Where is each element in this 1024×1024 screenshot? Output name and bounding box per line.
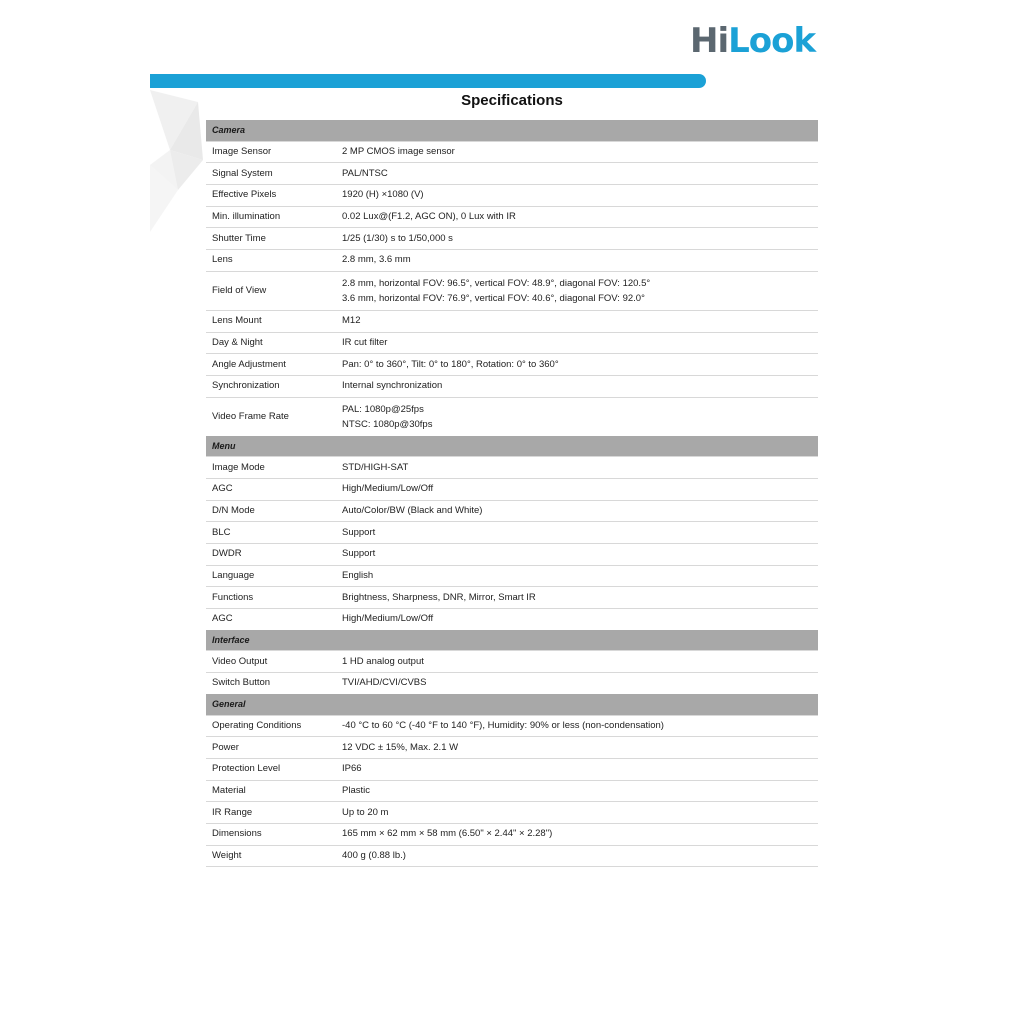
spec-value-line: 2 MP CMOS image sensor [342, 146, 455, 158]
spec-label: IR Range [206, 802, 336, 824]
spec-label: AGC [206, 478, 336, 500]
spec-value [336, 478, 818, 500]
spec-value [336, 163, 818, 185]
specifications-table [206, 120, 818, 867]
spec-value [336, 354, 818, 376]
table-row [206, 544, 818, 566]
spec-value [336, 845, 818, 867]
spec-value [336, 228, 818, 250]
section-title: Interface [206, 630, 336, 651]
spec-value [336, 780, 818, 802]
spec-value [336, 332, 818, 354]
table-row [206, 457, 818, 479]
spec-value [336, 544, 818, 566]
table-row [206, 758, 818, 780]
spec-value [336, 651, 818, 673]
spec-value-line: 1920 (H) ×1080 (V) [342, 189, 424, 201]
spec-value [336, 457, 818, 479]
spec-value [336, 271, 818, 310]
spec-value-line: -40 °C to 60 °C (-40 °F to 140 °F), Humidity: 90% or less (non-condensation) [342, 719, 664, 731]
spec-value [336, 802, 818, 824]
spec-label: Field of View [206, 271, 336, 310]
spec-label: Language [206, 565, 336, 587]
spec-value-line: NTSC: 1080p@30fps [342, 418, 433, 430]
table-row [206, 141, 818, 163]
table-row [206, 397, 818, 436]
spec-label: Power [206, 737, 336, 759]
table-row [206, 651, 818, 673]
table-row [206, 715, 818, 737]
table-row [206, 845, 818, 867]
spec-value-line: Up to 20 m [342, 806, 389, 818]
spec-value [336, 397, 818, 436]
page-title: Specifications [461, 92, 563, 109]
section-header-general [206, 694, 818, 715]
spec-value-line: 400 g (0.88 lb.) [342, 849, 406, 861]
table-row [206, 780, 818, 802]
section-header-spacer [336, 630, 818, 651]
spec-label: Lens Mount [206, 310, 336, 332]
spec-value-line: 2.8 mm, horizontal FOV: 96.5°, vertical FOV: 48.9°, diagonal FOV: 120.5° [342, 277, 651, 289]
logo-look-text: Look [728, 21, 816, 61]
spec-label: Operating Conditions [206, 715, 336, 737]
spec-value [336, 673, 818, 694]
spec-label: Switch Button [206, 673, 336, 694]
spec-value-line: Brightness, Sharpness, DNR, Mirror, Smart IR [342, 591, 536, 603]
spec-label: AGC [206, 609, 336, 630]
table-row [206, 737, 818, 759]
spec-value-line: 165 mm × 62 mm × 58 mm (6.50" × 2.44" × 2.28") [342, 828, 553, 840]
header-accent-bar [150, 74, 706, 88]
table-row [206, 375, 818, 397]
table-row [206, 310, 818, 332]
section-title: Menu [206, 436, 336, 457]
decorative-watermark-icon [148, 90, 208, 235]
logo-hi-text: Hi [690, 21, 729, 61]
spec-label: Image Sensor [206, 141, 336, 163]
spec-label: Min. illumination [206, 206, 336, 228]
table-row [206, 271, 818, 310]
spec-value-line: Pan: 0° to 360°, Tilt: 0° to 180°, Rotation: 0° to 360° [342, 358, 559, 370]
spec-value [336, 310, 818, 332]
table-row [206, 587, 818, 609]
table-row [206, 163, 818, 185]
spec-label: Angle Adjustment [206, 354, 336, 376]
section-header-camera [206, 120, 818, 141]
spec-label: D/N Mode [206, 500, 336, 522]
spec-label: Synchronization [206, 375, 336, 397]
spec-value-line: PAL/NTSC [342, 167, 388, 179]
table-row [206, 250, 818, 272]
table-row [206, 673, 818, 694]
spec-value-line: High/Medium/Low/Off [342, 613, 434, 625]
spec-label: Protection Level [206, 758, 336, 780]
table-row [206, 823, 818, 845]
spec-label: Signal System [206, 163, 336, 185]
spec-value-line: 1/25 (1/30) s to 1/50,000 s [342, 232, 453, 244]
spec-value-line: 12 VDC ± 15%, Max. 2.1 W [342, 741, 459, 753]
spec-value [336, 375, 818, 397]
spec-label: Dimensions [206, 823, 336, 845]
spec-value-line: Support [342, 526, 376, 538]
spec-value-line: 3.6 mm, horizontal FOV: 76.9°, vertical FOV: 40.6°, diagonal FOV: 92.0° [342, 292, 645, 304]
spec-label: Video Frame Rate [206, 397, 336, 436]
spec-value [336, 185, 818, 207]
section-header-interface [206, 630, 818, 651]
spec-value [336, 715, 818, 737]
section-header-spacer [336, 120, 818, 141]
spec-value [336, 522, 818, 544]
spec-value [336, 609, 818, 630]
spec-label: DWDR [206, 544, 336, 566]
spec-value [336, 500, 818, 522]
table-row [206, 802, 818, 824]
spec-value [336, 141, 818, 163]
section-title: General [206, 694, 336, 715]
spec-value [336, 823, 818, 845]
spec-value-line: High/Medium/Low/Off [342, 483, 434, 495]
table-row [206, 478, 818, 500]
spec-value-line: 2.8 mm, 3.6 mm [342, 254, 411, 266]
spec-label: Shutter Time [206, 228, 336, 250]
spec-label: BLC [206, 522, 336, 544]
spec-value [336, 758, 818, 780]
table-row [206, 332, 818, 354]
spec-label: Image Mode [206, 457, 336, 479]
spec-value [336, 737, 818, 759]
hilook-logo [690, 22, 815, 60]
spec-label: Day & Night [206, 332, 336, 354]
table-row [206, 206, 818, 228]
table-row [206, 354, 818, 376]
table-row [206, 500, 818, 522]
spec-value-line: M12 [342, 315, 361, 327]
section-header-spacer [336, 694, 818, 715]
spec-label: Weight [206, 845, 336, 867]
spec-value-line: English [342, 570, 374, 582]
spec-value-line: Internal synchronization [342, 380, 443, 392]
spec-value-line: IP66 [342, 763, 362, 775]
spec-label: Material [206, 780, 336, 802]
spec-label: Lens [206, 250, 336, 272]
spec-label: Functions [206, 587, 336, 609]
section-title: Camera [206, 120, 336, 141]
table-row [206, 185, 818, 207]
spec-value-line: STD/HIGH-SAT [342, 461, 409, 473]
spec-label: Effective Pixels [206, 185, 336, 207]
spec-value-line: Plastic [342, 784, 370, 796]
spec-value-line: 0.02 Lux@(F1.2, AGC ON), 0 Lux with IR [342, 211, 516, 223]
spec-value-line: TVI/AHD/CVI/CVBS [342, 677, 427, 689]
table-row [206, 565, 818, 587]
spec-value [336, 250, 818, 272]
spec-value-line: PAL: 1080p@25fps [342, 403, 424, 415]
spec-value [336, 587, 818, 609]
spec-value-line: Support [342, 548, 376, 560]
table-row [206, 228, 818, 250]
spec-value-line: Auto/Color/BW (Black and White) [342, 504, 483, 516]
spec-value-line: 1 HD analog output [342, 655, 424, 667]
section-header-menu [206, 436, 818, 457]
spec-value [336, 565, 818, 587]
table-row [206, 609, 818, 630]
spec-label: Video Output [206, 651, 336, 673]
section-header-spacer [336, 436, 818, 457]
spec-value-line: IR cut filter [342, 336, 388, 348]
table-row [206, 522, 818, 544]
spec-value [336, 206, 818, 228]
